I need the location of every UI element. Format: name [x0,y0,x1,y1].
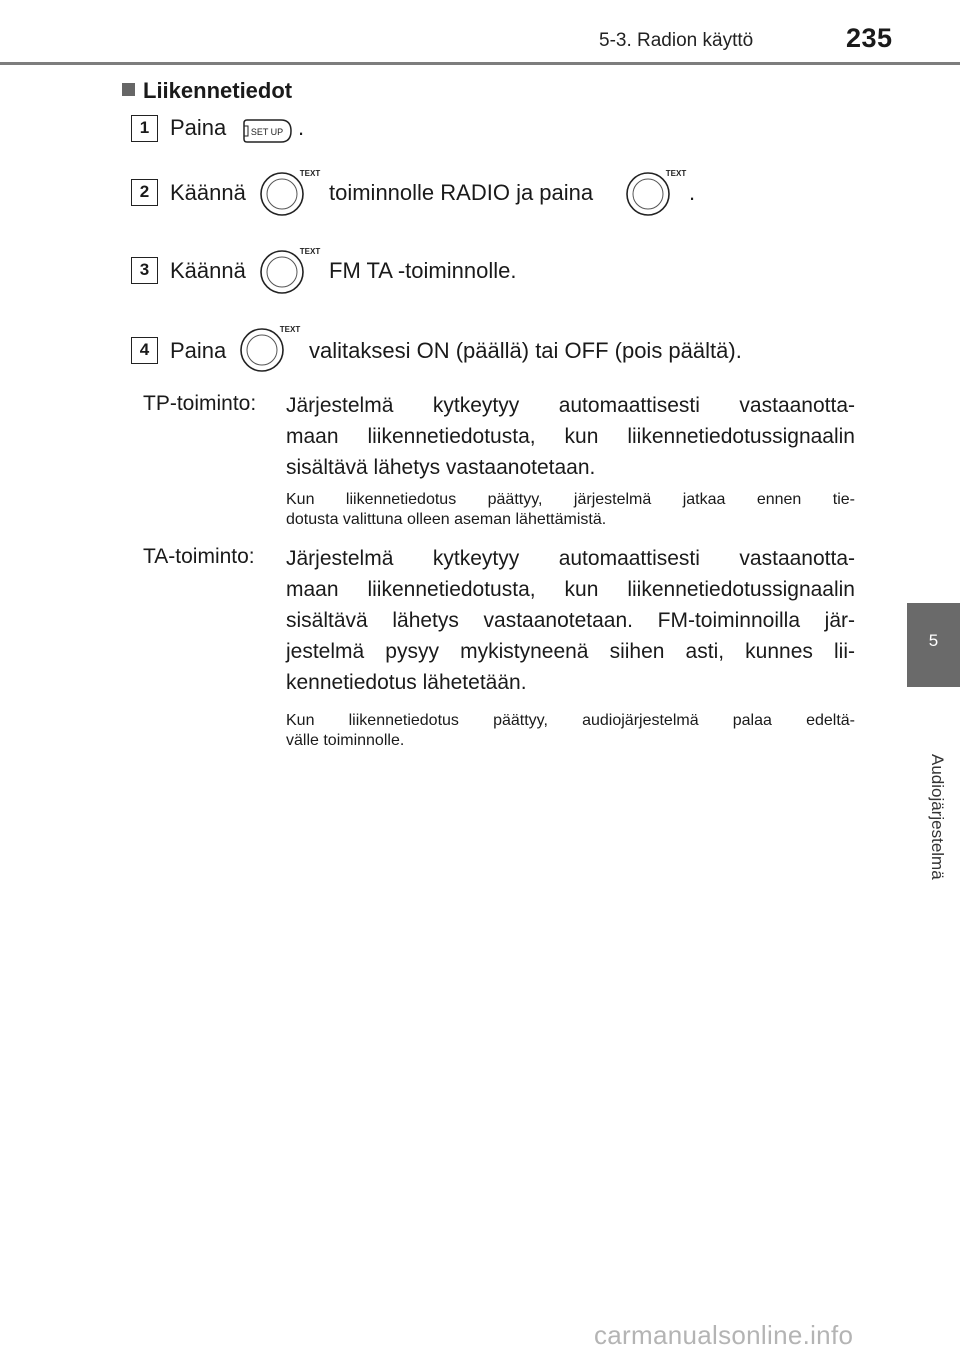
text-knob-icon [258,246,328,298]
knob-text-label: TEXT [299,247,321,256]
definition-body-tp [286,390,855,483]
step-4-text-a: Paina [170,338,227,363]
text-knob-icon [258,168,328,220]
chapter-tab [907,603,960,687]
knob-text-label: TEXT [279,325,301,334]
step-number-1: 1 [131,115,158,142]
knob-text-label: TEXT [665,169,687,178]
definition-term-tp: TP-toiminto: [143,392,257,415]
definition-line: sisältävä lähetys vastaanotetaan. FM-toiminnoilla jär- [286,609,855,632]
definition-note-tp [286,490,855,530]
definition-body-ta [286,543,855,698]
note-line: välle toiminnolle. [286,732,405,749]
knob-text-label: TEXT [299,169,321,178]
step-2-text-a: Käännä [170,180,246,205]
note-line: Kun liikennetiedotus päättyy, järjestelmä jatkaa ennen tie- [286,491,855,508]
square-bullet-icon [122,83,135,96]
step-2-text-c: . [689,180,696,205]
definition-line: sisältävä lähetys vastaanotetaan. [286,456,596,479]
definition-note-ta [286,711,855,751]
step-number-4: 4 [131,337,158,364]
page-number: 235 [846,23,893,53]
header-divider [0,62,960,65]
text-knob-icon [238,324,308,376]
definition-line: maan liikennetiedotusta, kun liikennetiedotussignaalin [286,425,855,448]
chapter-label: Audiojärjestelmä [928,754,947,880]
definition-line: Järjestelmä kytkeytyy automaattisesti vastaanotta- [286,394,855,417]
text-knob-icon [624,168,694,220]
note-line: Kun liikennetiedotus päättyy, audiojärjestelmä palaa edeltä- [286,712,855,729]
watermark: carmanualsonline.info [594,1320,854,1350]
step-3-text-a: Käännä [170,258,246,283]
step-number-2: 2 [131,179,158,206]
step-1-text-b: . [298,115,305,140]
step-number-3: 3 [131,257,158,284]
definition-line: maan liikennetiedotusta, kun liikennetiedotussignaalin [286,578,855,601]
step-3-text-b: FM TA -toiminnolle. [329,258,517,283]
step-2-text-b: toiminnolle RADIO ja paina [329,180,594,205]
setup-button-icon [241,117,293,145]
setup-button-label: SET UP [250,127,284,137]
section-heading [122,78,292,104]
step-1-text-a: Paina [170,115,227,140]
chapter-number: 5 [928,631,939,650]
definition-line: kennetiedotus lähetetään. [286,671,527,694]
header-section-title: 5-3. Radion käyttö [599,30,754,51]
definition-term-ta: TA-toiminto: [143,545,255,568]
step-4-text-b: valitaksesi ON (päällä) tai OFF (pois päältä). [309,338,742,363]
section-title: Liikennetiedot [143,78,293,103]
definition-line: Järjestelmä kytkeytyy automaattisesti vastaanotta- [286,547,855,570]
note-line: dotusta valittuna olleen aseman lähettämistä. [286,511,607,528]
definition-line: jestelmä pysyy mykistyneenä siihen asti, kunnes lii- [286,640,855,663]
